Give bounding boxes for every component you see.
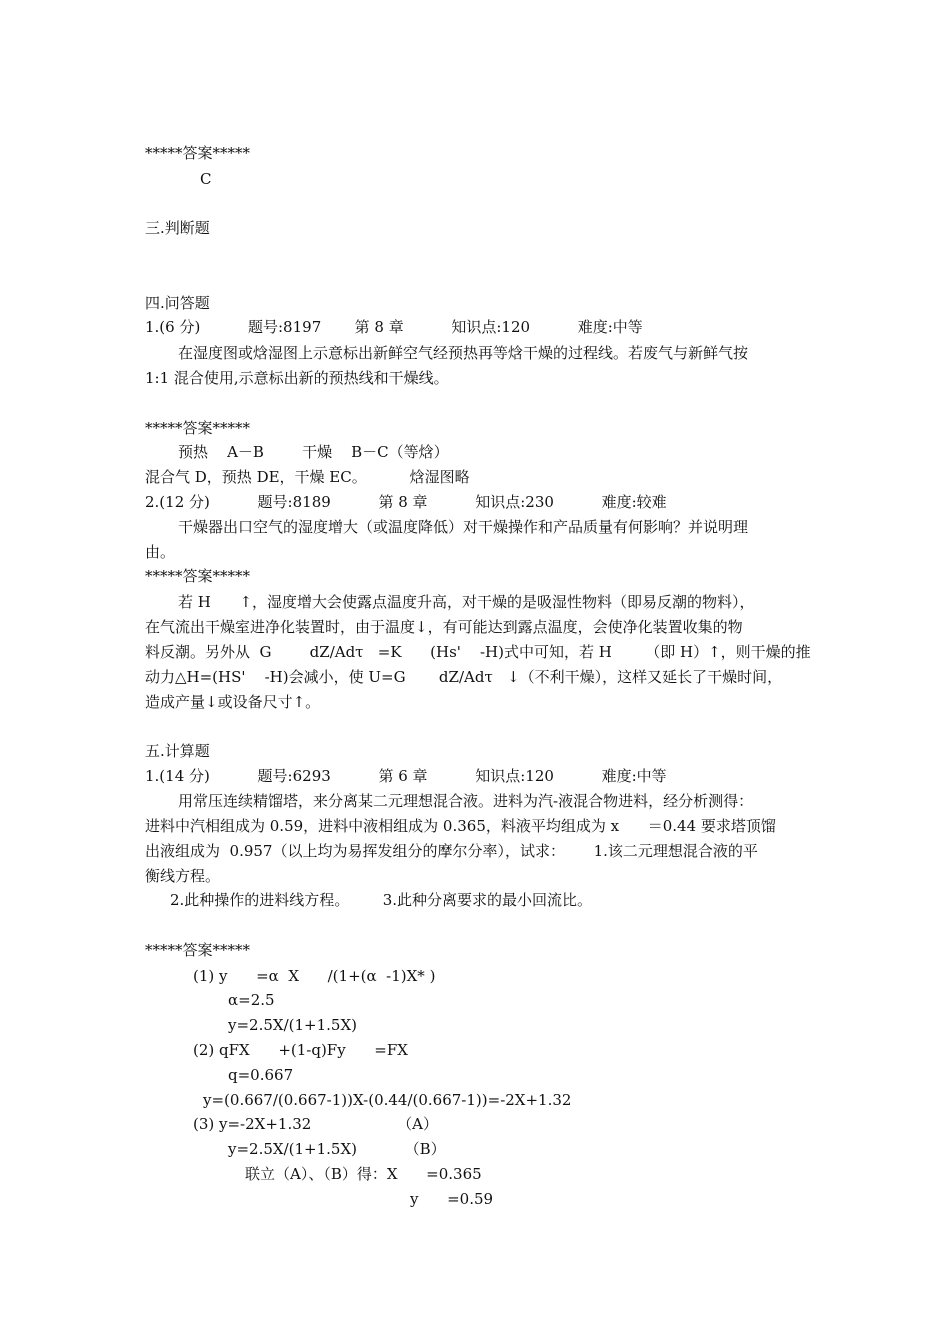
calc-answer-line: q=0.667 bbox=[228, 1066, 294, 1084]
q2-answer: 在气流出干燥室进净化装置时，由于温度↓，有可能达到露点温度，会使净化装置收集的物 bbox=[145, 618, 743, 636]
q2-answer-marker: *****答案***** bbox=[145, 567, 251, 585]
calc-answer-marker: *****答案***** bbox=[145, 941, 251, 959]
q2-meta: 2.(12 分) 题号:8189 第 8 章 知识点:230 难度:较难 bbox=[145, 493, 667, 511]
calc-q1-text: 进料中汽相组成为 0.59，进料中液相组成为 0.365，料液平均组成为 x ＝0.44 要求塔顶馏 bbox=[145, 817, 776, 835]
calc-answer-line: 联立（A）、（B）得：X =0.365 bbox=[245, 1165, 482, 1183]
prev-answer-marker: *****答案***** bbox=[145, 144, 251, 162]
calc-answer-line: (2) qFX +(1-q)Fy =FX bbox=[193, 1041, 408, 1059]
q2-answer: 动力△H=(HS' -H)会减小，使 U=G dZ/Adτ ↓（不利干燥），这样又延长了干燥时间， bbox=[145, 668, 783, 686]
calc-answer-line: y=(0.667/(0.667-1))X-(0.44/(0.667-1))=-2X+1.32 bbox=[203, 1091, 572, 1109]
calc-q1-text: 2.此种操作的进料线方程。 3.此种分离要求的最小回流比。 bbox=[170, 891, 593, 909]
calc-q1-text: 衡线方程。 bbox=[145, 867, 221, 885]
calc-q1-meta: 1.(14 分) 题号:6293 第 6 章 知识点:120 难度:中等 bbox=[145, 767, 667, 785]
calc-answer-line: y=2.5X/(1+1.5X) （B） bbox=[228, 1140, 446, 1158]
q1-answer: 预热 A－B 干燥 B－C（等焓） bbox=[178, 443, 449, 461]
q2-text: 由。 bbox=[145, 543, 176, 561]
calc-answer-line: α=2.5 bbox=[228, 991, 275, 1009]
q1-answer: 混合气 D，预热 DE，干燥 EC。 焓湿图略 bbox=[145, 468, 470, 486]
calc-answer-line: (1) y =α X /(1+(α -1)X* ) bbox=[193, 967, 436, 985]
q2-text: 干燥器出口空气的湿度增大（或温度降低）对干燥操作和产品质量有何影响？并说明理 bbox=[178, 518, 749, 536]
section5-heading: 五.计算题 bbox=[145, 742, 210, 760]
q2-answer: 料反潮。另外从 G dZ/Adτ =K (Hs' -H)式中可知，若 H （即 H）↑，则干燥的推 bbox=[145, 643, 811, 661]
calc-q1-text: 出液组成为 0.957（以上均为易挥发组分的摩尔分率），试求： 1.该二元理想混合液的平 bbox=[145, 842, 758, 860]
calc-answer-line: y=2.5X/(1+1.5X) bbox=[228, 1016, 357, 1034]
q2-answer: 若 H ↑，湿度增大会使露点温度升高，对干燥的是吸湿性物料（即易反潮的物料）， bbox=[178, 593, 755, 611]
calc-answer-line: (3) y=-2X+1.32 （A） bbox=[193, 1115, 438, 1133]
calc-q1-text: 用常压连续精馏塔，来分离某二元理想混合液。进料为汽-液混合物进料，经分析测得： bbox=[178, 792, 754, 810]
q1-meta: 1.(6 分) 题号:8197 第 8 章 知识点:120 难度:中等 bbox=[145, 318, 643, 336]
q2-answer: 造成产量↓或设备尺寸↑。 bbox=[145, 693, 321, 711]
q1-answer-marker: *****答案***** bbox=[145, 419, 251, 437]
calc-answer-line: y =0.59 bbox=[410, 1190, 494, 1208]
q1-text: 在湿度图或焓湿图上示意标出新鲜空气经预热再等焓干燥的过程线。若废气与新鲜气按 bbox=[178, 344, 749, 362]
q1-text: 1:1 混合使用,示意标出新的预热线和干燥线。 bbox=[145, 369, 449, 387]
prev-answer-value: C bbox=[200, 170, 212, 188]
section4-heading: 四.问答题 bbox=[145, 294, 210, 312]
section3-heading: 三.判断题 bbox=[145, 219, 210, 237]
